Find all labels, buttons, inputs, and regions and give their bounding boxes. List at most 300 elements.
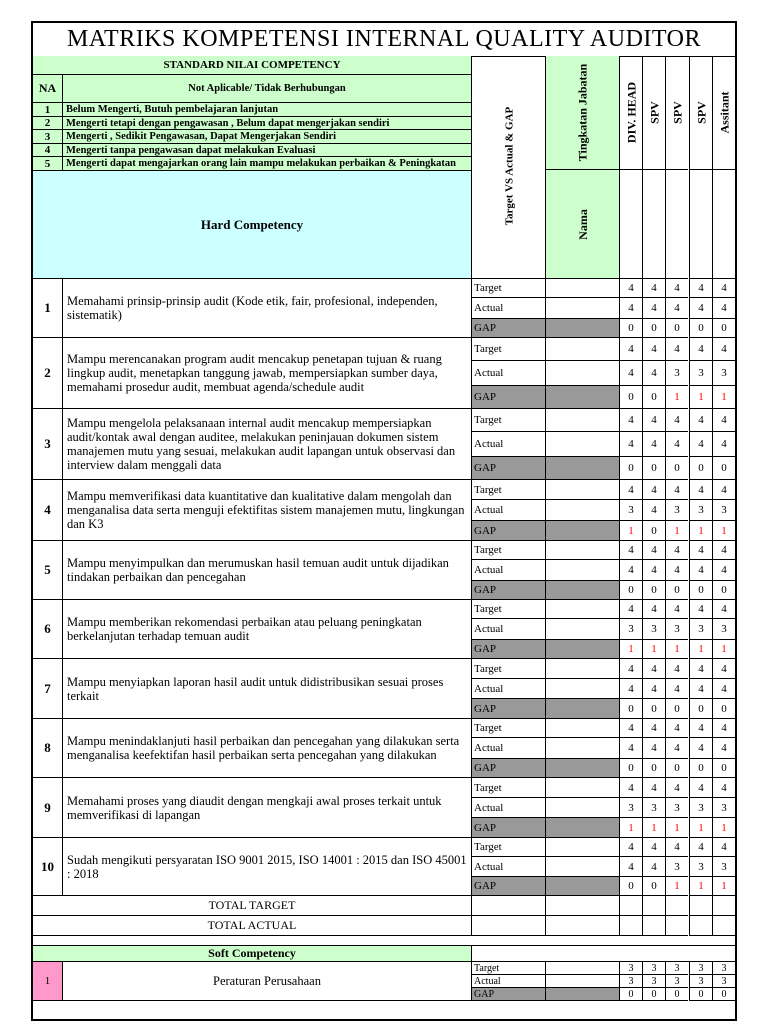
competency-description: Memahami proses yang diaudit dengan mengkaji awal proses terkait untuk memverifikasi di lapangan <box>63 778 471 838</box>
competency-description: Sudah mengikuti persyaratan ISO 9001 2015, ISO 14001 : 2015 dan ISO 45001 : 2018 <box>63 838 471 896</box>
actual-value: 4 <box>712 738 735 759</box>
target-value: 4 <box>642 600 665 619</box>
target-value: 4 <box>619 279 642 298</box>
actual-value: 3 <box>689 798 712 818</box>
target-value: 4 <box>712 838 735 857</box>
gap-value: 1 <box>689 877 712 896</box>
actual-value: 4 <box>619 361 642 386</box>
target-value: 4 <box>619 719 642 738</box>
actual-value: 4 <box>642 298 665 319</box>
nama-label: Nama <box>575 208 590 240</box>
actual-value: 4 <box>642 738 665 759</box>
actual-value: 4 <box>689 679 712 699</box>
actual-value: 3 <box>712 857 735 877</box>
actual-value: 4 <box>642 361 665 386</box>
target-value: 4 <box>689 838 712 857</box>
target-value: 4 <box>619 838 642 857</box>
actual-value: 4 <box>642 432 665 457</box>
target-value: 4 <box>712 541 735 560</box>
total-empty <box>471 916 545 936</box>
name-cell <box>545 560 619 581</box>
target-label: Target <box>471 279 545 298</box>
competency-number: 4 <box>33 480 63 541</box>
total-empty <box>545 896 619 916</box>
actual-label: Actual <box>471 798 545 818</box>
standard-code: 5 <box>33 157 63 171</box>
gap-label: GAP <box>471 759 545 778</box>
total-value <box>712 916 735 936</box>
name-cell <box>545 581 619 600</box>
target-value: 4 <box>642 838 665 857</box>
soft-target-value: 3 <box>712 962 735 975</box>
competency-number: 2 <box>33 338 63 409</box>
gap-value: 1 <box>712 521 735 541</box>
target-value: 4 <box>642 659 665 679</box>
standard-text: Not Aplicable/ Tidak Berhubungan <box>63 75 471 103</box>
position-name-cell <box>712 170 735 279</box>
name-cell <box>545 962 619 975</box>
total-value <box>642 916 665 936</box>
total-value <box>665 916 688 936</box>
actual-value: 4 <box>665 298 688 319</box>
target-value: 4 <box>665 338 688 361</box>
soft-actual-value: 3 <box>665 975 688 988</box>
target-value: 4 <box>619 409 642 432</box>
soft-actual-value: 3 <box>619 975 642 988</box>
standard-text: Mengerti , Sedikit Pengawasan, Dapat Mengerjakan Sendiri <box>63 130 471 144</box>
actual-value: 4 <box>619 432 642 457</box>
target-value: 4 <box>689 600 712 619</box>
gap-value: 0 <box>689 581 712 600</box>
gap-value: 1 <box>642 640 665 659</box>
name-cell <box>545 818 619 838</box>
gap-label: GAP <box>471 386 545 409</box>
name-cell <box>545 298 619 319</box>
standard-text: Mengerti tanpa pengawasan dapat melakukan Evaluasi <box>63 144 471 157</box>
actual-value: 3 <box>665 500 688 521</box>
name-cell <box>545 279 619 298</box>
target-value: 4 <box>619 778 642 798</box>
actual-value: 4 <box>689 560 712 581</box>
target-label: Target <box>471 480 545 500</box>
target-value: 4 <box>712 659 735 679</box>
soft-target-value: 3 <box>665 962 688 975</box>
soft-target-value: 3 <box>642 962 665 975</box>
target-value: 4 <box>665 480 688 500</box>
gap-value: 0 <box>642 457 665 480</box>
soft-header-empty <box>471 946 735 962</box>
gap-value: 0 <box>665 699 688 719</box>
gap-label: GAP <box>471 457 545 480</box>
soft-gap-value: 0 <box>689 988 712 1001</box>
actual-value: 4 <box>619 738 642 759</box>
gap-value: 1 <box>665 521 688 541</box>
target-label: Target <box>471 719 545 738</box>
position-header <box>642 56 665 170</box>
soft-actual-value: 3 <box>642 975 665 988</box>
tingkatan-jabatan-label: Tingkatan Jabatan <box>575 63 590 162</box>
total-value <box>689 916 712 936</box>
target-value: 4 <box>689 659 712 679</box>
standard-code: 1 <box>33 103 63 117</box>
gap-value: 0 <box>619 877 642 896</box>
name-cell <box>545 759 619 778</box>
gap-value: 0 <box>619 759 642 778</box>
gap-label: GAP <box>471 521 545 541</box>
gap-value: 0 <box>619 699 642 719</box>
position-header <box>665 56 688 170</box>
actual-value: 4 <box>619 298 642 319</box>
actual-label: Actual <box>471 500 545 521</box>
target-value: 4 <box>665 778 688 798</box>
name-cell <box>545 699 619 719</box>
target-value: 4 <box>642 778 665 798</box>
position-name-cell <box>689 170 712 279</box>
gap-value: 1 <box>665 386 688 409</box>
actual-value: 3 <box>712 500 735 521</box>
gap-value: 1 <box>665 818 688 838</box>
actual-label: Actual <box>471 619 545 640</box>
target-label: Target <box>471 659 545 679</box>
gap-value: 0 <box>619 319 642 338</box>
soft-gap-label: GAP <box>471 988 545 1001</box>
target-value: 4 <box>642 338 665 361</box>
gap-value: 0 <box>642 581 665 600</box>
actual-value: 3 <box>619 619 642 640</box>
gap-value: 0 <box>642 877 665 896</box>
target-value: 4 <box>712 338 735 361</box>
target-value: 4 <box>712 279 735 298</box>
target-value: 4 <box>642 279 665 298</box>
gap-value: 0 <box>665 581 688 600</box>
standard-code: 3 <box>33 130 63 144</box>
soft-competency-number: 1 <box>33 962 63 1001</box>
actual-value: 4 <box>712 679 735 699</box>
actual-value: 3 <box>665 798 688 818</box>
gap-value: 1 <box>689 521 712 541</box>
gap-label: GAP <box>471 818 545 838</box>
gap-value: 0 <box>712 759 735 778</box>
name-cell <box>545 679 619 699</box>
actual-value: 4 <box>619 857 642 877</box>
target-value: 4 <box>689 541 712 560</box>
actual-value: 3 <box>665 857 688 877</box>
gap-value: 0 <box>689 319 712 338</box>
name-cell <box>545 480 619 500</box>
position-label: SPV <box>647 101 661 124</box>
soft-target-label: Target <box>471 962 545 975</box>
gap-value: 1 <box>665 877 688 896</box>
standard-header: STANDARD NILAI COMPETENCY <box>33 56 471 75</box>
name-cell <box>545 838 619 857</box>
actual-value: 3 <box>642 798 665 818</box>
name-cell <box>545 857 619 877</box>
competency-number: 8 <box>33 719 63 778</box>
gap-value: 1 <box>642 818 665 838</box>
position-name-cell <box>642 170 665 279</box>
actual-value: 4 <box>642 857 665 877</box>
actual-value: 3 <box>665 361 688 386</box>
gap-value: 0 <box>619 581 642 600</box>
standard-text: Mengerti tetapi dengan pengawasan , Belum dapat mengerjakan sendiri <box>63 117 471 130</box>
actual-label: Actual <box>471 298 545 319</box>
actual-value: 4 <box>665 560 688 581</box>
target-value: 4 <box>642 480 665 500</box>
standard-code: 2 <box>33 117 63 130</box>
actual-value: 4 <box>712 432 735 457</box>
actual-value: 3 <box>712 361 735 386</box>
target-value: 4 <box>619 659 642 679</box>
target-value: 4 <box>712 778 735 798</box>
target-value: 4 <box>642 409 665 432</box>
gap-value: 1 <box>712 818 735 838</box>
gap-value: 0 <box>689 759 712 778</box>
soft-gap-value: 0 <box>712 988 735 1001</box>
total-target-label: TOTAL TARGET <box>33 896 471 916</box>
actual-value: 4 <box>689 738 712 759</box>
standard-code: NA <box>33 75 63 103</box>
gap-value: 1 <box>689 386 712 409</box>
actual-value: 4 <box>689 432 712 457</box>
soft-target-value: 3 <box>619 962 642 975</box>
total-value <box>712 896 735 916</box>
name-cell <box>545 778 619 798</box>
gap-value: 1 <box>619 521 642 541</box>
position-label: SPV <box>670 101 684 124</box>
target-value: 4 <box>619 480 642 500</box>
competency-number: 3 <box>33 409 63 480</box>
competency-description: Mampu memberikan rekomendasi perbaikan atau peluang peningkatan berkelanjutan terhadap temuan audit <box>63 600 471 659</box>
nama-header <box>545 170 619 279</box>
name-cell <box>545 319 619 338</box>
actual-value: 3 <box>619 798 642 818</box>
target-value: 4 <box>642 541 665 560</box>
name-cell <box>545 361 619 386</box>
target-label: Target <box>471 541 545 560</box>
gap-value: 1 <box>712 640 735 659</box>
actual-value: 3 <box>689 500 712 521</box>
gap-value: 1 <box>689 818 712 838</box>
target-value: 4 <box>689 338 712 361</box>
soft-actual-value: 3 <box>689 975 712 988</box>
target-label: Target <box>471 338 545 361</box>
position-label: SPV <box>694 101 708 124</box>
name-cell <box>545 798 619 818</box>
target-value: 4 <box>619 338 642 361</box>
target-value: 4 <box>712 719 735 738</box>
name-cell <box>545 457 619 480</box>
page-title: MATRIKS KOMPETENSI INTERNAL QUALITY AUDITOR <box>33 23 735 57</box>
gap-label: GAP <box>471 699 545 719</box>
competency-number: 10 <box>33 838 63 896</box>
name-cell <box>545 619 619 640</box>
name-cell <box>545 640 619 659</box>
actual-label: Actual <box>471 560 545 581</box>
actual-value: 4 <box>665 738 688 759</box>
target-value: 4 <box>665 838 688 857</box>
target-label: Target <box>471 778 545 798</box>
competency-number: 9 <box>33 778 63 838</box>
target-vs-actual-label: Target VS Actual & GAP <box>503 106 515 226</box>
competency-description: Mampu menindaklanjuti hasil perbaikan dan pencegahan yang dilakukan serta menganalisa keefektifan hasil perbaikan serta pencegahan yang dilakukan <box>63 719 471 778</box>
name-cell <box>545 659 619 679</box>
name-cell <box>545 521 619 541</box>
soft-gap-value: 0 <box>642 988 665 1001</box>
gap-value: 0 <box>665 457 688 480</box>
gap-value: 0 <box>712 319 735 338</box>
position-name-cell <box>665 170 688 279</box>
target-value: 4 <box>619 541 642 560</box>
competency-description: Mampu menyimpulkan dan merumuskan hasil temuan audit untuk dijadikan tindakan perbaikan dan pencegahan <box>63 541 471 600</box>
position-header <box>689 56 712 170</box>
actual-label: Actual <box>471 679 545 699</box>
position-label: Assitant <box>717 91 731 134</box>
spacer-row <box>33 936 735 946</box>
name-cell <box>545 600 619 619</box>
target-vs-actual-header <box>471 56 545 279</box>
target-value: 4 <box>665 541 688 560</box>
target-value: 4 <box>689 719 712 738</box>
competency-number: 6 <box>33 600 63 659</box>
target-label: Target <box>471 600 545 619</box>
gap-value: 1 <box>619 818 642 838</box>
name-cell <box>545 409 619 432</box>
gap-value: 0 <box>712 457 735 480</box>
actual-value: 4 <box>642 560 665 581</box>
actual-value: 3 <box>689 857 712 877</box>
target-value: 4 <box>665 719 688 738</box>
tingkatan-jabatan-header <box>545 56 619 170</box>
gap-value: 1 <box>665 640 688 659</box>
target-value: 4 <box>712 480 735 500</box>
soft-competency-label: Soft Competency <box>33 946 471 962</box>
actual-value: 4 <box>619 560 642 581</box>
soft-gap-value: 0 <box>665 988 688 1001</box>
gap-value: 0 <box>712 581 735 600</box>
soft-gap-value: 0 <box>619 988 642 1001</box>
position-header <box>712 56 735 170</box>
competency-description: Mampu mengelola pelaksanaan internal audit mencakup mempersiapkan audit/kontak awal dengan auditee, melakukan peninjauan dokumen sistem manajemen mutu yang sesuai, melakukan audit lapangan untuk observasi dan interview dalam menggali data <box>63 409 471 480</box>
gap-value: 1 <box>689 640 712 659</box>
name-cell <box>545 432 619 457</box>
gap-value: 1 <box>712 386 735 409</box>
name-cell <box>545 500 619 521</box>
gap-value: 0 <box>619 457 642 480</box>
soft-competency-description: Peraturan Perusahaan <box>63 962 471 1001</box>
target-value: 4 <box>642 719 665 738</box>
name-cell <box>545 877 619 896</box>
actual-value: 3 <box>712 619 735 640</box>
name-cell <box>545 975 619 988</box>
actual-value: 3 <box>619 500 642 521</box>
competency-description: Mampu menyiapkan laporan hasil audit untuk didistribusikan sesuai proses terkait <box>63 659 471 719</box>
competency-description: Mampu merencanakan program audit mencakup penetapan tujuan & ruang lingkup audit, menetapkan tanggung jawab, mempersiapkan sumber daya, memahami prosedur audit, membuat agenda/schedule audit <box>63 338 471 409</box>
actual-value: 3 <box>712 798 735 818</box>
target-value: 4 <box>665 659 688 679</box>
competency-matrix-sheet <box>31 21 737 1021</box>
gap-value: 0 <box>642 759 665 778</box>
actual-value: 4 <box>689 298 712 319</box>
soft-actual-label: Actual <box>471 975 545 988</box>
target-value: 4 <box>689 480 712 500</box>
target-value: 4 <box>712 600 735 619</box>
target-value: 4 <box>665 600 688 619</box>
position-label: DIV. HEAD <box>624 81 638 144</box>
standard-code: 4 <box>33 144 63 157</box>
competency-description: Mampu memverifikasi data kuantitative dan kualitative dalam mengolah dan menganalisa data serta menguji efektifitas sistem manajemen mutu, lingkungan dan K3 <box>63 480 471 541</box>
soft-actual-value: 3 <box>712 975 735 988</box>
name-cell <box>545 738 619 759</box>
name-cell <box>545 338 619 361</box>
total-value <box>642 896 665 916</box>
name-cell <box>545 386 619 409</box>
competency-description: Memahami prinsip-prinsip audit (Kode etik, fair, profesional, independen, sistematik) <box>63 279 471 338</box>
actual-value: 4 <box>642 500 665 521</box>
gap-value: 0 <box>642 319 665 338</box>
target-value: 4 <box>712 409 735 432</box>
total-actual-label: TOTAL ACTUAL <box>33 916 471 936</box>
target-value: 4 <box>665 409 688 432</box>
total-value <box>619 916 642 936</box>
gap-label: GAP <box>471 877 545 896</box>
actual-value: 4 <box>712 298 735 319</box>
position-name-cell <box>619 170 642 279</box>
total-empty <box>545 916 619 936</box>
actual-label: Actual <box>471 738 545 759</box>
actual-value: 3 <box>665 619 688 640</box>
target-value: 4 <box>689 279 712 298</box>
gap-value: 0 <box>642 521 665 541</box>
total-value <box>619 896 642 916</box>
gap-label: GAP <box>471 581 545 600</box>
gap-value: 0 <box>712 699 735 719</box>
actual-label: Actual <box>471 857 545 877</box>
gap-label: GAP <box>471 319 545 338</box>
total-value <box>689 896 712 916</box>
actual-label: Actual <box>471 361 545 386</box>
competency-number: 7 <box>33 659 63 719</box>
actual-label: Actual <box>471 432 545 457</box>
total-empty <box>471 896 545 916</box>
actual-value: 4 <box>665 432 688 457</box>
gap-value: 1 <box>712 877 735 896</box>
actual-value: 3 <box>689 361 712 386</box>
actual-value: 3 <box>689 619 712 640</box>
gap-label: GAP <box>471 640 545 659</box>
actual-value: 3 <box>642 619 665 640</box>
target-label: Target <box>471 838 545 857</box>
target-value: 4 <box>689 778 712 798</box>
hard-competency-label: Hard Competency <box>33 171 471 279</box>
target-value: 4 <box>689 409 712 432</box>
target-value: 4 <box>665 279 688 298</box>
gap-value: 0 <box>665 759 688 778</box>
gap-value: 0 <box>619 386 642 409</box>
actual-value: 4 <box>619 679 642 699</box>
name-cell <box>545 541 619 560</box>
position-header <box>619 56 642 170</box>
gap-value: 0 <box>689 699 712 719</box>
gap-value: 1 <box>619 640 642 659</box>
soft-target-value: 3 <box>689 962 712 975</box>
name-cell <box>545 719 619 738</box>
gap-value: 0 <box>642 386 665 409</box>
gap-value: 0 <box>665 319 688 338</box>
gap-value: 0 <box>689 457 712 480</box>
target-value: 4 <box>619 600 642 619</box>
actual-value: 4 <box>712 560 735 581</box>
standard-text: Mengerti dapat mengajarkan orang lain mampu melakukan perbaikan & Peningkatan <box>63 157 471 171</box>
